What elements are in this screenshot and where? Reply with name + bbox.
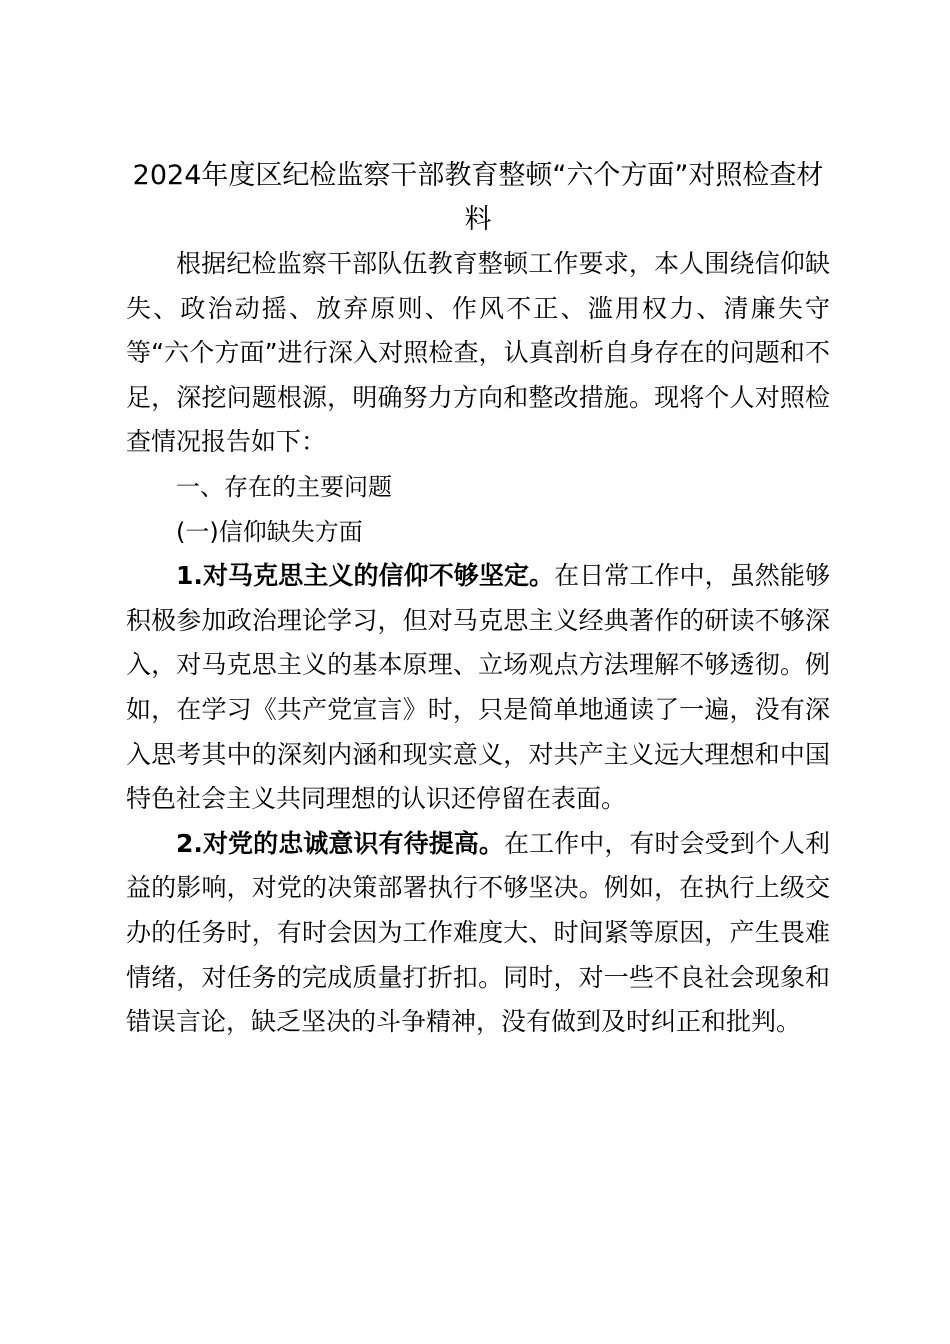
item-lead: 1.对马克思主义的信仰不够坚定。 [176,561,555,591]
intro-paragraph: 根据纪检监察干部队伍教育整顿工作要求，本人围绕信仰缺失、政治动摇、放弃原则、作风不正、滥用权力、清廉失守等“六个方面”进行深入对照检查，认真剖析自身存在的问题和不足，深挖问题根源，明确努力方向和整改措施。现将个人对照检查情况报告如下： [126,249,830,457]
section-heading: 一、存在的主要问题 [176,472,392,501]
subsection-heading: (一)信仰缺失方面 [176,517,363,546]
item-paragraph-2 [126,822,830,1045]
item-text: 在工作中，有时会受到个人利益的影响，对党的决策部署执行不够坚决。例如，在执行上级交办的任务时，有时会因为工作难度大、时间紧等原因，产生畏难情绪，对任务的完成质量打折扣。同时，对一些不良社会现象和错误言论，缺乏坚决的斗争精神，没有做到及时纠正和批判。 [126,828,830,1037]
item-paragraph-1 [126,554,830,822]
document-body [126,154,830,1045]
document-title: 2024年度区纪检监察干部教育整顿“六个方面”对照检查材料 [132,160,824,235]
item-text: 在日常工作中，虽然能够积极参加政治理论学习，但对马克思主义经典著作的研读不够深入，对马克思主义的基本原理、立场观点方法理解不够透彻。例如，在学习《共产党宣言》时，只是简单地通读了一遍，没有深入思考其中的深刻内涵和现实意义，对共产主义远大理想和中国特色社会主义共同理想的认识还停留在表面。 [126,561,830,814]
item-lead: 2.对党的忠诚意识有待提高。 [176,828,504,858]
